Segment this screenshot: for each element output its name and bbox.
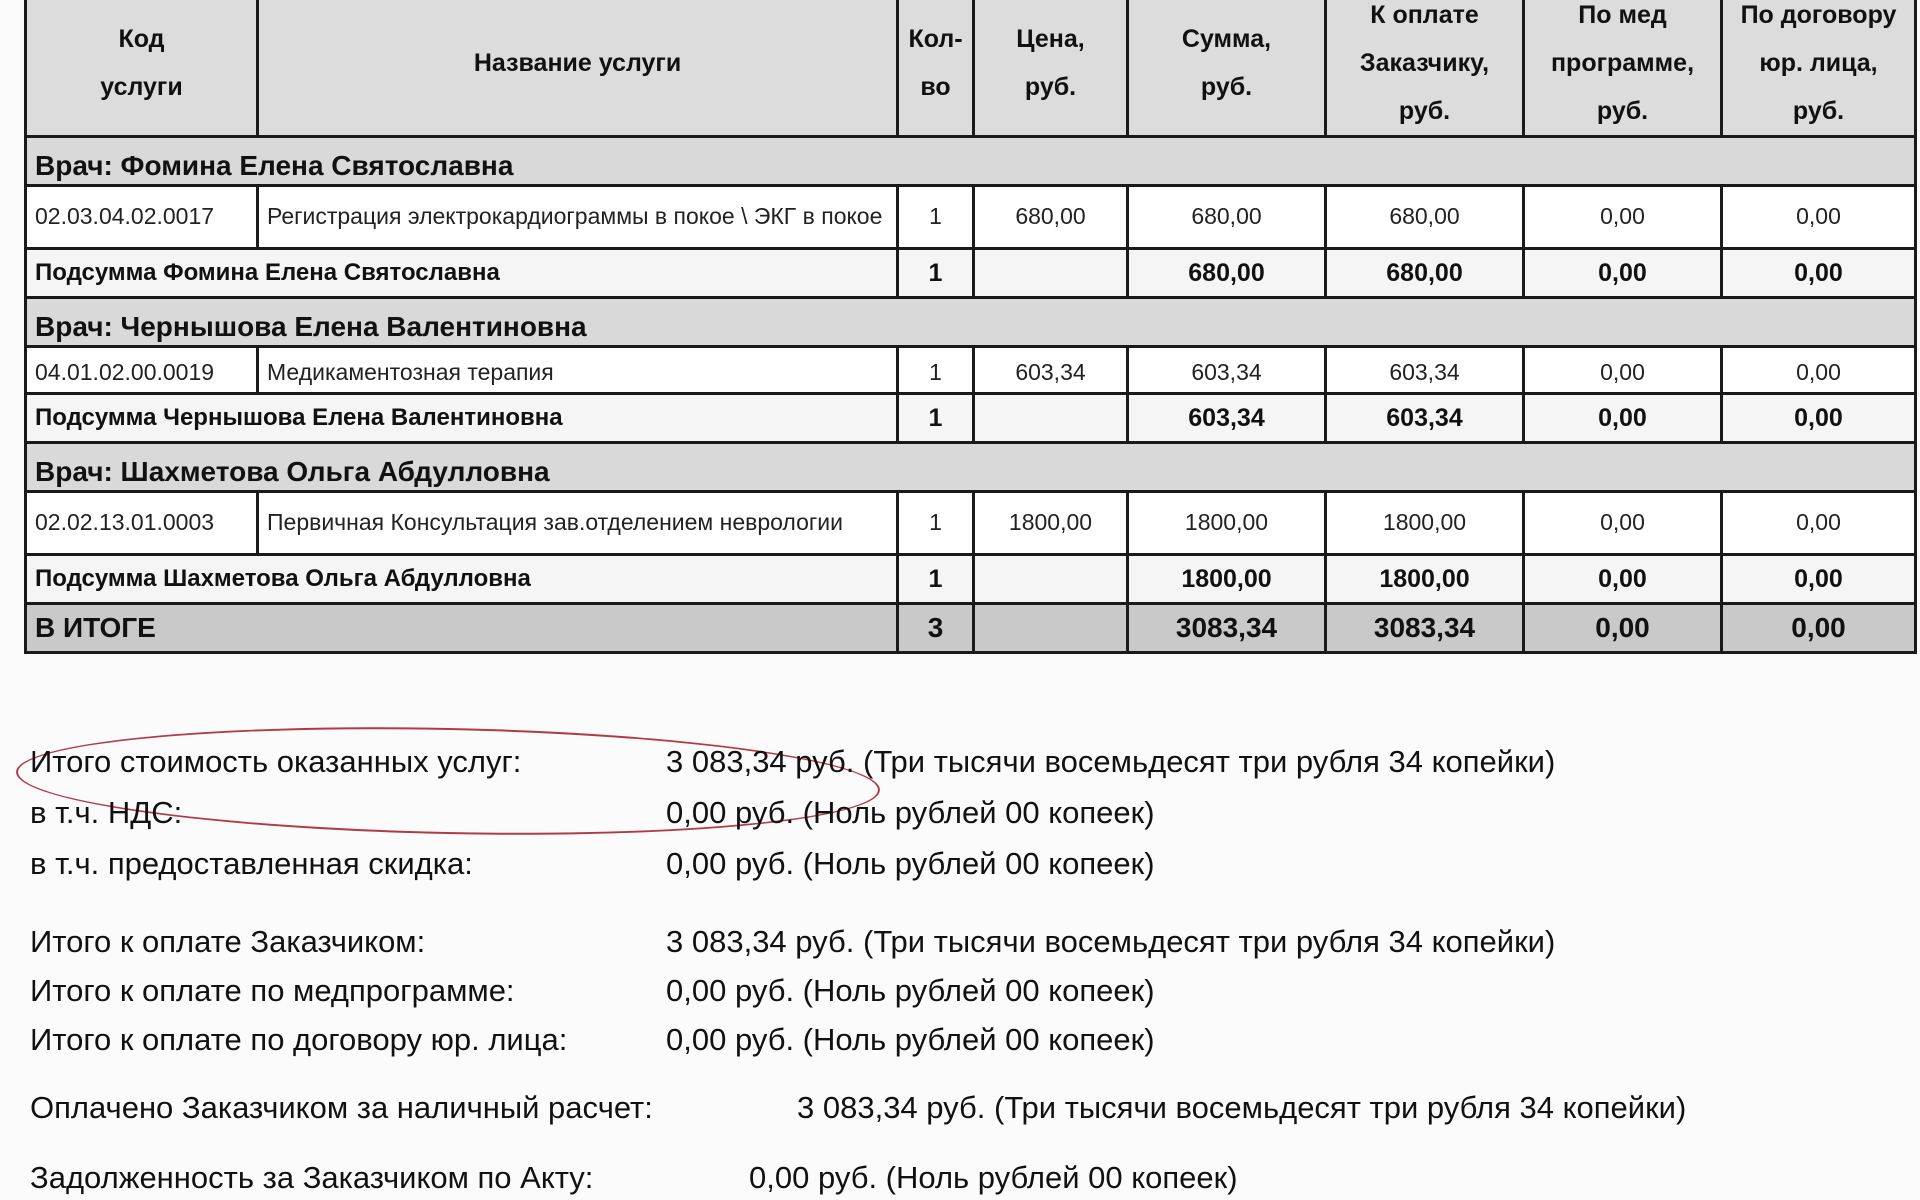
summary-value: 0,00 руб. (Ноль рублей 00 копеек): [666, 1022, 1155, 1057]
subtotal-row: [26, 555, 1916, 604]
summary-value: 0,00 руб. (Ноль рублей 00 копеек): [666, 846, 1155, 881]
grand-total-customer: 3083,34: [1326, 604, 1524, 653]
subtotal-price: [974, 555, 1128, 604]
service-code: 02.02.13.01.0003: [26, 492, 258, 555]
summary-value: 0,00 руб. (Ноль рублей 00 копеек): [666, 795, 1155, 830]
service-row: [26, 186, 1916, 249]
summary-value: 0,00 руб. (Ноль рублей 00 копеек): [749, 1160, 1238, 1195]
service-customer: 603,34: [1326, 347, 1524, 394]
service-legal: 0,00: [1722, 186, 1916, 249]
service-sum: 1800,00: [1128, 492, 1326, 555]
subtotal-customer: 1800,00: [1326, 555, 1524, 604]
service-qty: 1: [898, 347, 974, 394]
summary-value: 3 083,34 руб. (Три тысячи восемьдесят три рубля 34 копейки): [666, 924, 1556, 959]
doctor-name: Врач: Фомина Елена Святославна: [26, 137, 1916, 186]
subtotal-legal: 0,00: [1722, 555, 1916, 604]
summary-label: Задолженность за Заказчиком по Акту:: [30, 1160, 594, 1195]
grand-total-legal: 0,00: [1722, 604, 1916, 653]
subtotal-qty: 1: [898, 394, 974, 443]
grand-total-program: 0,00: [1524, 604, 1722, 653]
subtotal-label: Подсумма Фомина Елена Святославна: [26, 249, 898, 298]
subtotal-sum: 603,34: [1128, 394, 1326, 443]
summary-label: Итого к оплате Заказчиком:: [30, 924, 426, 959]
services-table: [24, 0, 1917, 654]
header-sum: Сумма, руб.: [1128, 0, 1326, 137]
subtotal-sum: 680,00: [1128, 249, 1326, 298]
service-code: 04.01.02.00.0019: [26, 347, 258, 394]
subtotal-program: 0,00: [1524, 394, 1722, 443]
summary-label: в т.ч. НДС:: [30, 795, 183, 830]
subtotal-label: Подсумма Чернышова Елена Валентиновна: [26, 394, 898, 443]
subtotal-price: [974, 394, 1128, 443]
service-name: Медикаментозная терапия: [258, 347, 898, 394]
service-code: 02.03.04.02.0017: [26, 186, 258, 249]
doctor-row: [26, 298, 1916, 347]
summary-value: 0,00 руб. (Ноль рублей 00 копеек): [666, 973, 1155, 1008]
subtotal-sum: 1800,00: [1128, 555, 1326, 604]
grand-total-label: В ИТОГЕ: [26, 604, 898, 653]
grand-total-row: [26, 604, 1916, 653]
subtotal-customer: 603,34: [1326, 394, 1524, 443]
grand-total-sum: 3083,34: [1128, 604, 1326, 653]
service-price: 680,00: [974, 186, 1128, 249]
header-customer: К оплате Заказчику, руб.: [1326, 0, 1524, 137]
service-program: 0,00: [1524, 492, 1722, 555]
summary-value: 3 083,34 руб. (Три тысячи восемьдесят три рубля 34 копейки): [797, 1090, 1687, 1125]
summary-label: Итого стоимость оказанных услуг:: [30, 744, 522, 779]
service-qty: 1: [898, 186, 974, 249]
header-program: По мед программе, руб.: [1524, 0, 1722, 137]
subtotal-qty: 1: [898, 555, 974, 604]
grand-total-price: [974, 604, 1128, 653]
summary-label: Итого к оплате по договору юр. лица:: [30, 1022, 568, 1057]
service-price: 1800,00: [974, 492, 1128, 555]
header-code: Код услуги: [26, 0, 258, 137]
subtotal-price: [974, 249, 1128, 298]
doctor-name: Врач: Чернышова Елена Валентиновна: [26, 298, 1916, 347]
subtotal-customer: 680,00: [1326, 249, 1524, 298]
service-row: [26, 492, 1916, 555]
doctor-row: [26, 137, 1916, 186]
header-price: Цена, руб.: [974, 0, 1128, 137]
header-qty: Кол- во: [898, 0, 974, 137]
grand-total-qty: 3: [898, 604, 974, 653]
subtotal-qty: 1: [898, 249, 974, 298]
service-name: Регистрация электрокардиограммы в покое \ ЭКГ в покое: [258, 186, 898, 249]
subtotal-program: 0,00: [1524, 249, 1722, 298]
subtotal-legal: 0,00: [1722, 394, 1916, 443]
subtotal-row: [26, 394, 1916, 443]
service-row: [26, 347, 1916, 394]
service-program: 0,00: [1524, 186, 1722, 249]
service-name: Первичная Консультация зав.отделением неврологии: [258, 492, 898, 555]
service-sum: 603,34: [1128, 347, 1326, 394]
service-qty: 1: [898, 492, 974, 555]
subtotal-program: 0,00: [1524, 555, 1722, 604]
summary-label: Итого к оплате по медпрограмме:: [30, 973, 515, 1008]
service-legal: 0,00: [1722, 492, 1916, 555]
header-name: Название услуги: [258, 0, 898, 137]
subtotal-row: [26, 249, 1916, 298]
service-customer: 1800,00: [1326, 492, 1524, 555]
service-customer: 680,00: [1326, 186, 1524, 249]
header-legal: По договору юр. лица, руб.: [1722, 0, 1916, 137]
doctor-row: [26, 443, 1916, 492]
summary-label: Оплачено Заказчиком за наличный расчет:: [30, 1090, 653, 1125]
subtotal-label: Подсумма Шахметова Ольга Абдулловна: [26, 555, 898, 604]
service-price: 603,34: [974, 347, 1128, 394]
service-program: 0,00: [1524, 347, 1722, 394]
summary-label: в т.ч. предоставленная скидка:: [30, 846, 473, 881]
subtotal-legal: 0,00: [1722, 249, 1916, 298]
service-legal: 0,00: [1722, 347, 1916, 394]
table-header-row: [26, 0, 1916, 137]
doctor-name: Врач: Шахметова Ольга Абдулловна: [26, 443, 1916, 492]
summary-value: 3 083,34 руб. (Три тысячи восемьдесят три рубля 34 копейки): [666, 744, 1556, 779]
service-sum: 680,00: [1128, 186, 1326, 249]
